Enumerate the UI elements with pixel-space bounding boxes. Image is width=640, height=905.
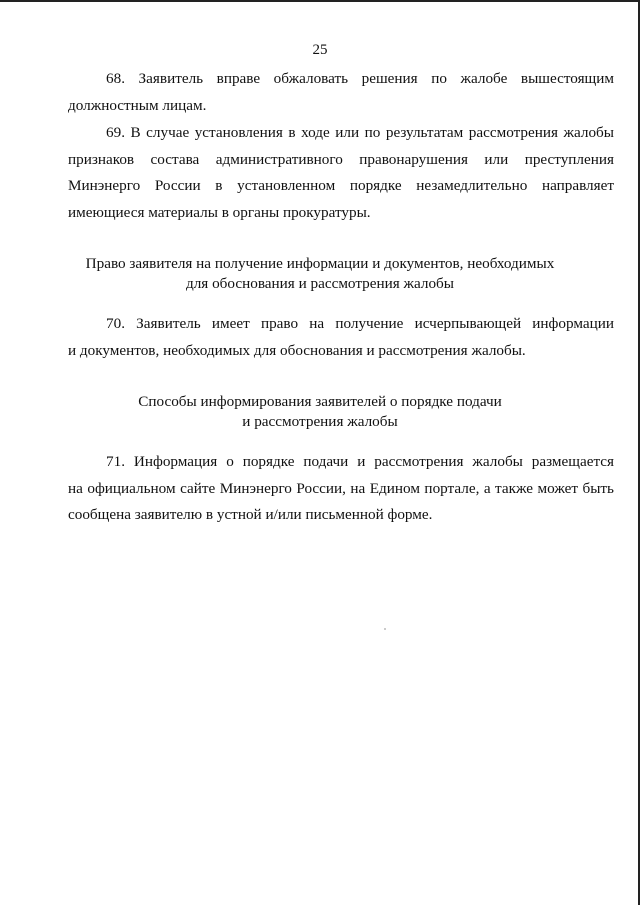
paragraph-line: сообщена заявителю в устной и/или письменной форме. [68,506,433,524]
paragraph-68 [68,66,614,119]
section-heading-informing-methods [0,392,640,432]
paragraph-line: 68. Заявитель вправе обжаловать решения по жалобе вышестоящим [106,70,614,87]
paragraph-71 [68,449,614,529]
section-heading-right-to-information [0,254,640,294]
heading-line: Способы информирования заявителей о порядке подачи [138,393,502,410]
paragraph-70 [68,311,614,364]
paragraph-line: на официальном сайте Минэнерго России, на Едином портале, а также может быть [68,479,614,497]
heading-line: для обоснования и рассмотрения жалобы [185,275,454,292]
heading-line: Право заявителя на получение информации и документов, необходимых [85,255,555,272]
scan-speck [384,628,386,630]
paragraph-line: Минэнерго России в установленном порядке незамедлительно направляет [68,177,614,195]
scan-top-edge [0,0,640,2]
paragraph-line: и документов, необходимых для обоснования и рассмотрения жалобы. [68,341,526,359]
paragraph-line: 69. В случае установления в ходе или по результатам рассмотрения жалобы [106,124,614,141]
heading-line: и рассмотрения жалобы [242,413,398,430]
paragraph-line: 70. Заявитель имеет право на получение исчерпывающей информации [106,315,614,332]
page-number: 25 [312,42,328,58]
paragraph-line: 71. Информация о порядке подачи и рассмотрения жалобы размещается [106,453,614,470]
paragraph-69 [68,120,614,226]
paragraph-line: имеющиеся материалы в органы прокуратуры. [68,203,371,221]
paragraph-line: должностным лицам. [68,96,207,114]
paragraph-line: признаков состава административного правонарушения или преступления [68,150,614,168]
